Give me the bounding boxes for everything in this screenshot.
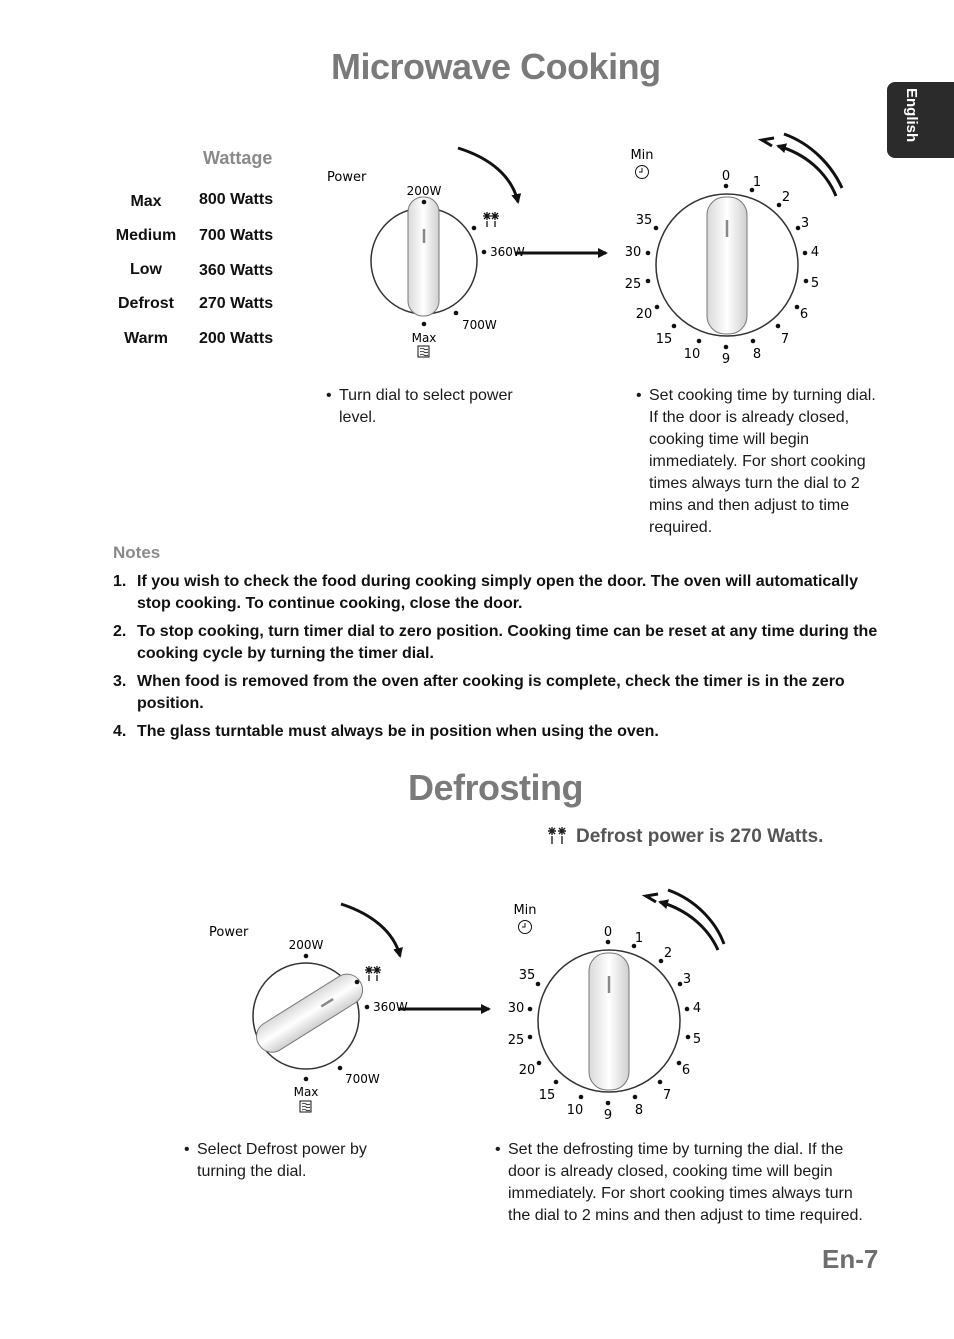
rotation-arrow-icon	[341, 904, 400, 956]
timer-number: 9	[603, 1108, 613, 1123]
wattage-name: Low	[130, 261, 162, 278]
timer-number: 25	[624, 277, 642, 292]
section-title-microwave-cooking: Microwave Cooking	[331, 46, 661, 87]
note-number: 2.	[113, 623, 127, 640]
instruction-set-time: • Set cooking time by turning dial. If the door is already closed, cooking time will begin immediately. For short cooking times always turn the dial to 2 mins and then adjust to time required.	[636, 385, 886, 539]
wattage-name: Defrost	[117, 295, 174, 312]
section-title-defrosting: Defrosting	[408, 767, 583, 808]
power-dial-title: Power	[327, 170, 367, 185]
wattage-name: Warm	[124, 330, 168, 347]
timer-number: 2	[663, 946, 673, 961]
timer-number: 4	[810, 245, 820, 260]
clock-icon	[519, 921, 532, 934]
timer-number: 4	[692, 1001, 702, 1016]
timer-number: 0	[603, 925, 613, 940]
timer-number: 8	[752, 347, 762, 362]
timer-number: 7	[780, 332, 790, 347]
timer-number: 1	[634, 931, 644, 946]
power-label-200w: 200W	[288, 938, 324, 952]
note-number: 4.	[113, 723, 127, 740]
timer-dial-knob[interactable]	[656, 194, 798, 336]
defrost-power-note	[548, 826, 823, 851]
wattage-name: Max	[130, 193, 162, 210]
power-dial-knob[interactable]	[371, 197, 477, 316]
wattage-value: 700 Watts	[199, 227, 274, 244]
wattage-name: Medium	[115, 227, 177, 244]
microwave-icon	[300, 1101, 311, 1112]
microwave-icon	[418, 346, 429, 357]
timer-number: 0	[721, 169, 731, 184]
note-item	[113, 621, 883, 665]
power-label-200w: 200W	[406, 184, 442, 198]
timer-number: 10	[566, 1103, 584, 1118]
timer-number: 3	[682, 972, 692, 987]
timer-number: 20	[518, 1063, 536, 1078]
note-number: 1.	[113, 573, 127, 590]
wattage-value: 200 Watts	[199, 330, 274, 347]
timer-number: 9	[721, 352, 731, 367]
wattage-value: 800 Watts	[199, 191, 274, 208]
timer-number: 25	[507, 1033, 525, 1048]
power-label-700w: 700W	[345, 1072, 380, 1086]
timer-rotation-arrows-icon	[646, 890, 724, 950]
timer-number: 20	[635, 307, 653, 322]
defrost-snowflake-icon	[483, 212, 499, 227]
timer-number: 6	[681, 1063, 691, 1078]
power-dial-knob[interactable]	[251, 963, 368, 1069]
page-number: En-7	[822, 1244, 879, 1274]
timer-number: 5	[692, 1032, 702, 1047]
timer-number: 3	[800, 216, 810, 231]
note-text: The glass turntable must always be in position when using the oven.	[137, 723, 659, 740]
timer-number: 7	[662, 1088, 672, 1103]
defrost-snowflake-icon	[548, 827, 568, 851]
notes-header: Notes	[113, 543, 161, 562]
note-text: When food is removed from the oven after cooking is complete, check the timer is in the zero position.	[137, 673, 845, 712]
instruction-select-defrost-power: • Select Defrost power by turning the dial.	[184, 1139, 384, 1183]
power-label-max: Max	[293, 1085, 319, 1099]
timer-min-label: Min	[630, 148, 654, 163]
timer-number: 15	[538, 1088, 556, 1103]
note-item	[113, 721, 883, 743]
instruction-text: Select Defrost power by turning the dial.	[197, 1141, 367, 1180]
power-label-360w: 360W	[373, 1000, 408, 1014]
instruction-text: Set cooking time by turning dial. If the door is already closed, cooking time will begin immediately. For short cooking times always turn the dial to 2 mins and then adjust to time required.	[649, 387, 876, 536]
defrost-snowflake-icon	[365, 966, 381, 981]
defrosting-diagram	[0, 880, 954, 1130]
timer-number: 30	[507, 1001, 525, 1016]
wattage-value: 270 Watts	[199, 295, 274, 312]
timer-number: 5	[810, 276, 820, 291]
timer-dial-knob[interactable]	[538, 950, 680, 1092]
timer-number: 35	[635, 213, 653, 228]
instruction-set-defrost-time: • Set the defrosting time by turning the dial. If the door is already closed, cooking time will begin immediately. For short cooking times always turn the dial to 2 mins and then adjust to time required.	[495, 1139, 870, 1227]
note-item	[113, 571, 883, 615]
timer-number: 35	[518, 968, 536, 983]
language-tab-label: English	[903, 88, 920, 143]
instruction-text: Turn dial to select power level.	[339, 387, 513, 426]
power-label-700w: 700W	[462, 318, 497, 332]
note-item	[113, 671, 883, 715]
power-dial-title: Power	[209, 925, 249, 940]
timer-number: 10	[683, 347, 701, 362]
wattage-header: Wattage	[203, 148, 273, 168]
instruction-select-power: • Turn dial to select power level.	[326, 385, 526, 429]
timer-number: 8	[634, 1103, 644, 1118]
instruction-text: Set the defrosting time by turning the dial. If the door is already closed, cooking time will begin immediately. For short cooking times always turn the dial to 2 mins and then adjust to time required.	[508, 1141, 863, 1224]
microwave-cooking-diagram	[0, 0, 954, 380]
power-label-max: Max	[411, 331, 437, 345]
timer-number: 6	[799, 307, 809, 322]
note-text: To stop cooking, turn timer dial to zero position. Cooking time can be reset at any time during the cooking cycle by turning the timer dial.	[137, 623, 878, 662]
rotation-arrow-icon	[458, 148, 518, 202]
timer-number: 15	[655, 332, 673, 347]
power-label-360w: 360W	[490, 245, 525, 259]
timer-min-label: Min	[513, 903, 537, 918]
timer-number: 1	[752, 175, 762, 190]
timer-rotation-arrows-icon	[762, 134, 842, 196]
defrost-power-text: Defrost power is 270 Watts.	[576, 826, 824, 847]
wattage-value: 360 Watts	[199, 262, 274, 279]
timer-number: 2	[781, 190, 791, 205]
timer-number: 30	[624, 245, 642, 260]
clock-icon	[636, 166, 649, 179]
note-text: If you wish to check the food during cooking simply open the door. The oven will automatically stop cooking. To continue cooking, close the door.	[137, 573, 858, 612]
note-number: 3.	[113, 673, 127, 690]
